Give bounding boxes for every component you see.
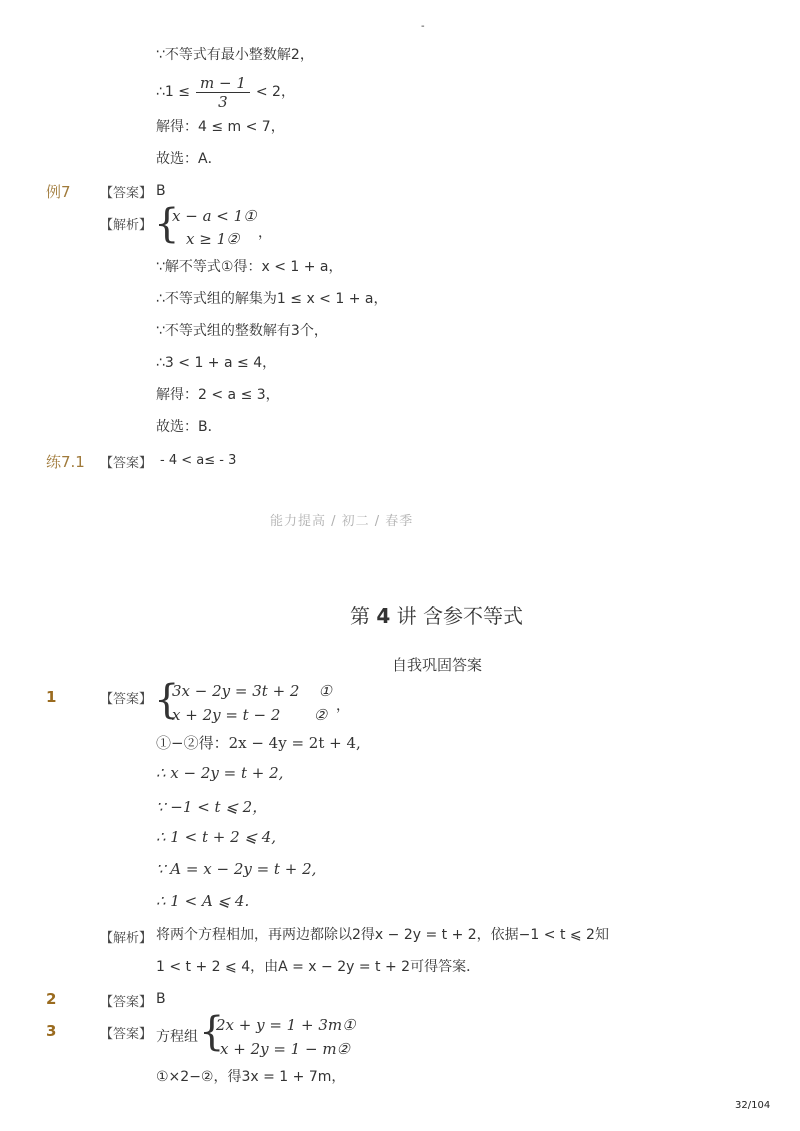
q3-system-eq2: x + 2y = 1 − m② (220, 1040, 351, 1058)
page-footer: 能力提高 / 初二 / 春季 (270, 514, 414, 529)
q1-system-brace: { (154, 677, 180, 723)
ex7-label: 例7 (46, 183, 71, 201)
q1-answer-tag: 【答案】 (100, 692, 153, 707)
ex6-line-1: ∵不等式有最小整数解2， (156, 47, 314, 63)
ex6-fraction-denominator: 3 (218, 92, 228, 111)
q3-prefix: 方程组 (156, 1029, 198, 1045)
ex6-fraction-line (156, 70, 295, 114)
q3-system-brace: { (199, 1009, 225, 1055)
q3-line-1: ①×2−②，得3x = 1 + 7m， (156, 1069, 346, 1085)
q3-answer-tag: 【答案】 (100, 1027, 153, 1042)
q1-system-eq2: x + 2y = t − 2 ② (172, 706, 328, 724)
q1-line-6: ∴ 1 < A ⩽ 4. (156, 892, 250, 910)
ex7-line-6: 故选：B． (156, 419, 222, 435)
pr71-answer: - 4 < a≤ - 3 (160, 453, 237, 468)
q1-line-1: ①−②得：2x − 4y = 2t + 4, (156, 734, 361, 752)
q1-line-2: ∴ x − 2y = t + 2, (156, 764, 284, 782)
ex6-fraction-numerator: m − 1 (196, 74, 250, 93)
ex6-line-3: 解得：4 ≤ m < 7， (156, 119, 285, 135)
page-number: 32/104 (735, 1100, 771, 1111)
lecture-title (350, 600, 523, 629)
lecture-title-pre: 第 (350, 604, 370, 628)
ex6-line-4: 故选：A． (156, 151, 222, 167)
ex6-line-2-pre: ∴1 ≤ (156, 84, 190, 100)
q2-answer: B (156, 991, 166, 1007)
ex7-answer-tag: 【答案】 (100, 186, 153, 201)
lecture-title-number: 4 (376, 604, 391, 628)
q1-system-comma: ， (336, 698, 350, 714)
pr71-label: 练7.1 (46, 453, 85, 471)
lecture-title-post: 讲 含参不等式 (396, 604, 523, 628)
q1-analysis-line-1: 将两个方程相加，再两边都除以2得x − 2y = t + 2，依据−1 < t ⩽ 2知 (156, 927, 609, 943)
ex7-line-1: ∵解不等式①得：x < 1 + a， (156, 259, 343, 275)
ex7-line-3: ∵不等式组的整数解有3个， (156, 323, 328, 339)
q1-system-eq1: 3x − 2y = 3t + 2 ① (172, 682, 332, 700)
ex7-system-eq1: x − a < 1① (172, 207, 257, 225)
q2-label: 2 (46, 990, 57, 1008)
ex7-answer: B (156, 183, 166, 199)
ex6-line-2-post: < 2， (255, 84, 295, 100)
ex7-line-2: ∴不等式组的解集为1 ≤ x < 1 + a， (156, 291, 388, 307)
q1-line-5: ∵ A = x − 2y = t + 2, (156, 860, 317, 878)
top-mark: - (421, 21, 425, 32)
ex7-system-eq2: x ≥ 1② (186, 230, 240, 248)
pr71-answer-tag: 【答案】 (100, 456, 153, 471)
q1-line-3: ∵ −1 < t ⩽ 2， (156, 798, 268, 816)
ex7-system-brace: { (154, 201, 180, 247)
q1-analysis-tag: 【解析】 (100, 931, 153, 946)
ex7-line-5: 解得：2 < a ≤ 3， (156, 387, 280, 403)
q1-label: 1 (46, 688, 57, 706)
section-title: 自我巩固答案 (392, 656, 483, 674)
q3-system-eq1: 2x + y = 1 + 3m① (216, 1016, 356, 1034)
ex7-analysis-tag: 【解析】 (100, 218, 153, 233)
q3-label: 3 (46, 1022, 57, 1040)
q1-analysis-line-2: 1 < t + 2 ⩽ 4，由A = x − 2y = t + 2可得答案． (156, 959, 481, 975)
ex6-fraction (196, 74, 250, 111)
ex7-system-comma: ， (258, 225, 272, 241)
ex7-line-4: ∴3 < 1 + a ≤ 4， (156, 355, 277, 371)
q2-answer-tag: 【答案】 (100, 995, 153, 1010)
q1-line-4: ∴ 1 < t + 2 ⩽ 4, (156, 828, 277, 846)
